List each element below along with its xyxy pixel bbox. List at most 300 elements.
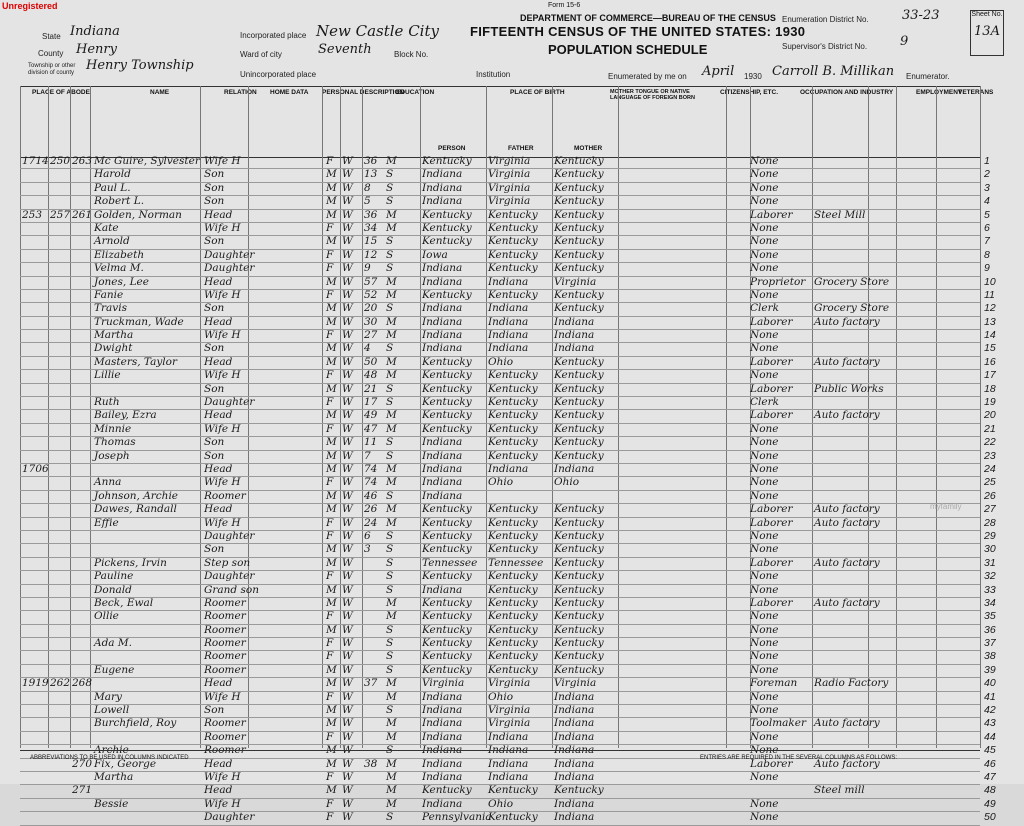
cell-sex: M bbox=[326, 596, 337, 609]
cell-age: 27 bbox=[364, 329, 378, 342]
line-number: 39 bbox=[984, 663, 996, 676]
incorporated-label: Incorporated place bbox=[240, 31, 307, 40]
cell-mbp: Kentucky bbox=[554, 543, 604, 556]
cell-dw: 250 bbox=[50, 155, 71, 167]
cell-sex: F bbox=[326, 797, 334, 810]
cell-rel: Son bbox=[204, 449, 225, 462]
cell-rel: Son bbox=[204, 181, 225, 194]
cell-sex: M bbox=[326, 168, 337, 181]
cell-name: Jones, Lee bbox=[94, 275, 149, 288]
cell-bp: Kentucky bbox=[422, 596, 472, 609]
cell-race: W bbox=[342, 744, 353, 757]
table-row bbox=[20, 704, 996, 718]
cell-race: W bbox=[342, 596, 353, 609]
cell-age: 11 bbox=[364, 436, 378, 449]
cell-mbp: Kentucky bbox=[554, 235, 604, 248]
cell-mbp: Kentucky bbox=[554, 637, 604, 650]
table-row bbox=[20, 275, 996, 290]
cell-ms: M bbox=[386, 288, 397, 301]
cell-name: Donald bbox=[94, 583, 132, 596]
table-row bbox=[20, 235, 990, 249]
cell-ms: S bbox=[386, 556, 394, 569]
census-rows bbox=[20, 155, 996, 826]
cell-rel: Son bbox=[204, 382, 225, 395]
cell-ms: S bbox=[386, 543, 394, 556]
cell-sex: F bbox=[326, 369, 334, 382]
cell-fbp: Virginia bbox=[488, 677, 531, 690]
cell-rel: Roomer bbox=[204, 596, 246, 609]
cell-age: 50 bbox=[364, 355, 378, 368]
cell-mbp: Kentucky bbox=[554, 503, 604, 516]
cell-bp: Pennsylvania bbox=[422, 811, 492, 824]
subhead-mother: MOTHER bbox=[574, 145, 603, 152]
cell-name: Harold bbox=[94, 168, 131, 181]
cell-sex: M bbox=[326, 355, 337, 368]
cell-bp: Virginia bbox=[422, 677, 465, 690]
cell-occ: None bbox=[750, 436, 779, 449]
cell-race: W bbox=[342, 221, 353, 234]
cell-sex: F bbox=[326, 811, 334, 824]
sheet-number-box bbox=[970, 10, 1004, 56]
line-number: 5 bbox=[984, 208, 990, 221]
cell-ms: M bbox=[386, 369, 397, 382]
cell-ind: Auto factory bbox=[814, 355, 880, 368]
cell-dw: 262 bbox=[50, 677, 71, 690]
table-row bbox=[20, 355, 996, 370]
cell-fbp: Kentucky bbox=[488, 235, 538, 248]
table-row bbox=[20, 262, 990, 276]
cell-rel: Roomer bbox=[204, 637, 246, 650]
cell-name: Pickens, Irvin bbox=[94, 556, 167, 569]
cell-fbp: Kentucky bbox=[488, 610, 538, 623]
cell-name: Pauline bbox=[94, 570, 134, 583]
cell-sex: F bbox=[326, 221, 334, 234]
cell-sex: F bbox=[326, 329, 334, 342]
cell-rel: Son bbox=[204, 195, 225, 208]
cell-age: 47 bbox=[364, 422, 378, 435]
cell-mbp: Kentucky bbox=[554, 663, 604, 676]
line-number: 49 bbox=[984, 797, 996, 810]
cell-name: Burchfield, Roy bbox=[94, 717, 177, 730]
line-number: 41 bbox=[984, 690, 996, 703]
cell-name: Mc Guire, Sylvester bbox=[94, 155, 200, 167]
table-row bbox=[20, 650, 996, 664]
cell-race: W bbox=[342, 637, 353, 650]
cell-race: W bbox=[342, 730, 353, 743]
cell-bp: Indiana bbox=[422, 583, 463, 596]
cell-mbp: Kentucky bbox=[554, 369, 604, 382]
cell-race: W bbox=[342, 342, 353, 355]
line-number: 40 bbox=[984, 677, 996, 690]
cell-bp: Indiana bbox=[422, 315, 463, 328]
cell-sex: M bbox=[326, 235, 337, 248]
cell-race: W bbox=[342, 396, 353, 409]
line-number: 16 bbox=[984, 355, 996, 368]
cell-fbp: Tennessee bbox=[488, 556, 544, 569]
table-row bbox=[20, 583, 996, 598]
cell-mbp: Indiana bbox=[554, 730, 595, 743]
table-row bbox=[20, 730, 996, 745]
cell-mbp: Kentucky bbox=[554, 610, 604, 623]
cell-sex: F bbox=[326, 422, 334, 435]
cell-mbp: Kentucky bbox=[554, 596, 604, 609]
table-row bbox=[20, 570, 996, 584]
cell-sex: M bbox=[326, 663, 337, 676]
cell-race: W bbox=[342, 288, 353, 301]
line-number: 15 bbox=[984, 342, 996, 355]
cell-mbp: Kentucky bbox=[554, 208, 604, 221]
cell-occ: None bbox=[750, 704, 779, 717]
cell-bp: Indiana bbox=[422, 690, 463, 703]
group-mother-tongue: MOTHER TONGUE OR NATIVE LANGUAGE OF FOREIGN BORN bbox=[610, 89, 695, 101]
cell-age: 8 bbox=[364, 181, 371, 194]
cell-mbp: Kentucky bbox=[554, 262, 604, 275]
cell-race: W bbox=[342, 677, 353, 690]
cell-sex: M bbox=[326, 677, 337, 690]
sheet-value: 13A bbox=[974, 24, 1000, 39]
cell-fbp: Kentucky bbox=[488, 262, 538, 275]
cell-fbp: Kentucky bbox=[488, 596, 538, 609]
cell-ms: M bbox=[386, 784, 397, 797]
cell-bp: Indiana bbox=[422, 489, 463, 502]
cell-ind: Radio Factory bbox=[814, 677, 889, 690]
cell-age: 17 bbox=[364, 396, 378, 409]
cell-rel: Daughter bbox=[204, 262, 255, 275]
group-veterans: VETERANS bbox=[958, 89, 994, 96]
cell-occ: Laborer bbox=[750, 556, 793, 569]
cell-name: Paul L. bbox=[94, 181, 131, 194]
table-row bbox=[20, 516, 996, 531]
cell-mbp: Indiana bbox=[554, 744, 595, 757]
cell-fbp: Ohio bbox=[488, 797, 514, 810]
cell-age: 34 bbox=[364, 221, 378, 234]
table-row bbox=[20, 302, 996, 316]
cell-race: W bbox=[342, 757, 353, 770]
cell-occ: Clerk bbox=[750, 302, 779, 315]
cell-name: Golden, Norman bbox=[94, 208, 182, 221]
cell-ind: Grocery Store bbox=[814, 275, 890, 288]
county-value: Henry bbox=[76, 42, 117, 57]
line-number: 3 bbox=[984, 181, 990, 194]
cell-name: Archie bbox=[94, 744, 129, 757]
cell-occ: None bbox=[750, 476, 779, 489]
cell-mbp: Kentucky bbox=[554, 302, 604, 315]
line-number: 29 bbox=[984, 529, 996, 542]
cell-occ: None bbox=[750, 637, 779, 650]
cell-name: Lowell bbox=[94, 704, 130, 717]
cell-fbp: Kentucky bbox=[488, 623, 538, 636]
cell-age: 57 bbox=[364, 275, 378, 288]
cell-ind: Auto factory bbox=[814, 757, 880, 770]
cell-ms: S bbox=[386, 449, 394, 462]
cell-occ: None bbox=[750, 663, 779, 676]
group-education: EDUCATION bbox=[396, 89, 435, 96]
cell-ms: M bbox=[386, 516, 397, 529]
cell-race: W bbox=[342, 168, 353, 181]
cell-bp: Indiana bbox=[422, 329, 463, 342]
cell-name: Effie bbox=[94, 516, 119, 529]
cell-name: Ollie bbox=[94, 610, 119, 623]
cell-name: Anna bbox=[94, 476, 122, 489]
line-number: 6 bbox=[984, 221, 990, 234]
cell-sex: F bbox=[326, 516, 334, 529]
cell-age: 49 bbox=[364, 409, 378, 422]
table-row bbox=[20, 382, 996, 397]
cell-rel: Head bbox=[204, 784, 233, 797]
state-label: State bbox=[42, 32, 61, 41]
cell-bp: Indiana bbox=[422, 181, 463, 194]
cell-rel: Daughter bbox=[204, 811, 255, 824]
cell-occ: None bbox=[750, 449, 779, 462]
cell-occ: None bbox=[750, 690, 779, 703]
line-number: 1 bbox=[984, 155, 990, 167]
cell-occ: Foreman bbox=[750, 677, 798, 690]
cell-fam: 263 bbox=[72, 155, 93, 167]
cell-rel: Son bbox=[204, 235, 225, 248]
cell-name: Eugene bbox=[94, 663, 135, 676]
cell-ms: M bbox=[386, 275, 397, 288]
cell-sex: F bbox=[326, 248, 334, 261]
table-row bbox=[20, 329, 996, 343]
cell-age: 46 bbox=[364, 489, 378, 502]
line-number: 42 bbox=[984, 704, 996, 717]
cell-bp: Indiana bbox=[422, 744, 463, 757]
cell-bp: Kentucky bbox=[422, 221, 472, 234]
cell-ms: M bbox=[386, 462, 397, 475]
cell-mbp: Virginia bbox=[554, 677, 597, 690]
cell-occ: None bbox=[750, 235, 779, 248]
cell-occ: Laborer bbox=[750, 315, 793, 328]
cell-race: W bbox=[342, 650, 353, 663]
cell-bp: Kentucky bbox=[422, 369, 472, 382]
cell-name: Bailey, Ezra bbox=[94, 409, 157, 422]
group-name: NAME bbox=[150, 89, 170, 96]
enum-district-label: Enumeration District No. bbox=[782, 15, 869, 24]
table-row bbox=[20, 409, 996, 423]
cell-house: 1706 bbox=[22, 462, 49, 475]
cell-race: W bbox=[342, 503, 353, 516]
cell-bp: Kentucky bbox=[422, 623, 472, 636]
cell-ms: S bbox=[386, 704, 394, 717]
cell-sex: M bbox=[326, 342, 337, 355]
line-number: 19 bbox=[984, 396, 996, 409]
cell-fbp: Indiana bbox=[488, 315, 529, 328]
cell-fbp: Kentucky bbox=[488, 449, 538, 462]
line-number: 32 bbox=[984, 570, 996, 583]
enumerated-date: April bbox=[702, 64, 735, 79]
cell-rel: Step son bbox=[204, 556, 251, 569]
cell-sex: M bbox=[326, 583, 337, 596]
cell-house: 253 bbox=[22, 208, 43, 221]
group-personal-description: PERSONAL DESCRIPTION bbox=[322, 89, 405, 96]
cell-mbp: Kentucky bbox=[554, 168, 604, 181]
cell-sex: M bbox=[326, 556, 337, 569]
census-title: FIFTEENTH CENSUS OF THE UNITED STATES: 1930 bbox=[470, 24, 806, 39]
cell-fam: 261 bbox=[72, 208, 93, 221]
schedule-title: POPULATION SCHEDULE bbox=[548, 42, 708, 57]
cell-rel: Wife H bbox=[204, 690, 241, 703]
cell-race: W bbox=[342, 235, 353, 248]
line-number: 28 bbox=[984, 516, 996, 529]
cell-ms: S bbox=[386, 168, 394, 181]
table-row bbox=[20, 181, 990, 196]
cell-age: 3 bbox=[364, 543, 371, 556]
cell-race: W bbox=[342, 462, 353, 475]
cell-mbp: Kentucky bbox=[554, 556, 604, 569]
cell-mbp: Indiana bbox=[554, 757, 595, 770]
table-row bbox=[20, 690, 996, 705]
line-number: 44 bbox=[984, 730, 996, 743]
cell-occ: None bbox=[750, 329, 779, 342]
table-row bbox=[20, 396, 996, 410]
subhead-father: FATHER bbox=[508, 145, 534, 152]
cell-race: W bbox=[342, 784, 353, 797]
cell-mbp: Kentucky bbox=[554, 422, 604, 435]
cell-ms: S bbox=[386, 436, 394, 449]
cell-rel: Head bbox=[204, 275, 233, 288]
cell-ind: Grocery Store bbox=[814, 302, 890, 315]
cell-fbp: Virginia bbox=[488, 181, 531, 194]
cell-rel: Wife H bbox=[204, 797, 241, 810]
cell-fbp: Kentucky bbox=[488, 570, 538, 583]
cell-mbp: Indiana bbox=[554, 797, 595, 810]
line-number: 43 bbox=[984, 717, 996, 730]
cell-age: 48 bbox=[364, 369, 378, 382]
cell-bp: Indiana bbox=[422, 476, 463, 489]
cell-fbp: Kentucky bbox=[488, 784, 538, 797]
cell-age: 52 bbox=[364, 288, 378, 301]
cell-occ: None bbox=[750, 811, 779, 824]
cell-age: 4 bbox=[364, 342, 371, 355]
line-number: 33 bbox=[984, 583, 996, 596]
cell-age: 26 bbox=[364, 503, 378, 516]
table-row bbox=[20, 637, 996, 651]
enum-district-value: 33-23 bbox=[902, 8, 940, 23]
cell-fbp: Kentucky bbox=[488, 382, 538, 395]
cell-bp: Indiana bbox=[422, 757, 463, 770]
cell-sex: F bbox=[326, 730, 334, 743]
cell-fbp: Indiana bbox=[488, 462, 529, 475]
cell-fbp: Indiana bbox=[488, 744, 529, 757]
line-number: 11 bbox=[984, 288, 995, 301]
cell-fbp: Indiana bbox=[488, 757, 529, 770]
cell-ms: S bbox=[386, 811, 394, 824]
cell-occ: None bbox=[750, 262, 779, 275]
cell-sex: M bbox=[326, 744, 337, 757]
cell-sex: F bbox=[326, 155, 334, 167]
cell-fbp: Kentucky bbox=[488, 221, 538, 234]
cell-rel: Roomer bbox=[204, 489, 246, 502]
cell-name: Johnson, Archie bbox=[94, 489, 179, 502]
cell-rel: Roomer bbox=[204, 610, 246, 623]
cell-bp: Kentucky bbox=[422, 396, 472, 409]
cell-fbp: Kentucky bbox=[488, 811, 538, 824]
cell-bp: Indiana bbox=[422, 342, 463, 355]
enumerated-label: Enumerated by me on bbox=[608, 72, 687, 81]
cell-ms: M bbox=[386, 476, 397, 489]
cell-race: W bbox=[342, 275, 353, 288]
cell-bp: Kentucky bbox=[422, 235, 472, 248]
table-row bbox=[20, 529, 996, 544]
cell-race: W bbox=[342, 382, 353, 395]
cell-race: W bbox=[342, 717, 353, 730]
enumerator-suffix: Enumerator. bbox=[906, 72, 950, 81]
cell-name: Ruth bbox=[94, 396, 120, 409]
cell-mbp: Kentucky bbox=[554, 288, 604, 301]
cell-ms: S bbox=[386, 623, 394, 636]
cell-name: Truckman, Wade bbox=[94, 315, 184, 328]
cell-mbp: Kentucky bbox=[554, 570, 604, 583]
cell-ms: M bbox=[386, 503, 397, 516]
column-header bbox=[20, 86, 994, 158]
cell-rel: Son bbox=[204, 543, 225, 556]
county-label: County bbox=[38, 49, 64, 58]
cell-occ: None bbox=[750, 610, 779, 623]
cell-mbp: Indiana bbox=[554, 342, 595, 355]
cell-rel: Son bbox=[204, 302, 225, 315]
cell-mbp: Kentucky bbox=[554, 650, 604, 663]
cell-house: 1919 bbox=[22, 677, 49, 690]
cell-bp: Indiana bbox=[422, 302, 463, 315]
cell-ms: M bbox=[386, 610, 397, 623]
cell-fbp: Kentucky bbox=[488, 436, 538, 449]
cell-ms: S bbox=[386, 663, 394, 676]
cell-occ: Laborer bbox=[750, 516, 793, 529]
cell-mbp: Kentucky bbox=[554, 409, 604, 422]
cell-mbp: Ohio bbox=[554, 476, 580, 489]
cell-fbp: Kentucky bbox=[488, 369, 538, 382]
line-number: 48 bbox=[984, 784, 996, 797]
cell-sex: M bbox=[326, 462, 337, 475]
line-number: 4 bbox=[984, 195, 990, 208]
table-row bbox=[20, 288, 995, 303]
cell-fbp: Virginia bbox=[488, 704, 531, 717]
cell-ms: M bbox=[386, 730, 397, 743]
cell-rel: Head bbox=[204, 355, 233, 368]
group-relation: RELATION bbox=[224, 89, 257, 96]
cell-age: 20 bbox=[364, 302, 378, 315]
cell-rel: Roomer bbox=[204, 730, 246, 743]
cell-age: 38 bbox=[364, 757, 378, 770]
cell-occ: None bbox=[750, 248, 779, 261]
cell-age: 7 bbox=[364, 449, 371, 462]
cell-occ: Laborer bbox=[750, 382, 793, 395]
cell-ms: M bbox=[386, 422, 397, 435]
cell-rel: Roomer bbox=[204, 744, 246, 757]
cell-fbp: Virginia bbox=[488, 168, 531, 181]
line-number: 34 bbox=[984, 596, 996, 609]
cell-age: 6 bbox=[364, 529, 371, 542]
cell-race: W bbox=[342, 355, 353, 368]
cell-ind: Auto factory bbox=[814, 516, 880, 529]
table-row bbox=[20, 717, 996, 731]
cell-ms: M bbox=[386, 329, 397, 342]
cell-rel: Son bbox=[204, 342, 225, 355]
cell-sex: F bbox=[326, 288, 334, 301]
cell-bp: Indiana bbox=[422, 462, 463, 475]
cell-name: Robert L. bbox=[94, 195, 145, 208]
sheet-label: Sheet No. bbox=[971, 11, 1003, 18]
cell-name: Martha bbox=[94, 329, 134, 342]
cell-ms: S bbox=[386, 195, 394, 208]
cell-occ: None bbox=[750, 797, 779, 810]
cell-bp: Indiana bbox=[422, 717, 463, 730]
cell-mbp: Virginia bbox=[554, 275, 597, 288]
cell-bp: Kentucky bbox=[422, 610, 472, 623]
cell-rel: Head bbox=[204, 503, 233, 516]
township-value: Henry Township bbox=[86, 58, 194, 73]
cell-rel: Wife H bbox=[204, 369, 241, 382]
